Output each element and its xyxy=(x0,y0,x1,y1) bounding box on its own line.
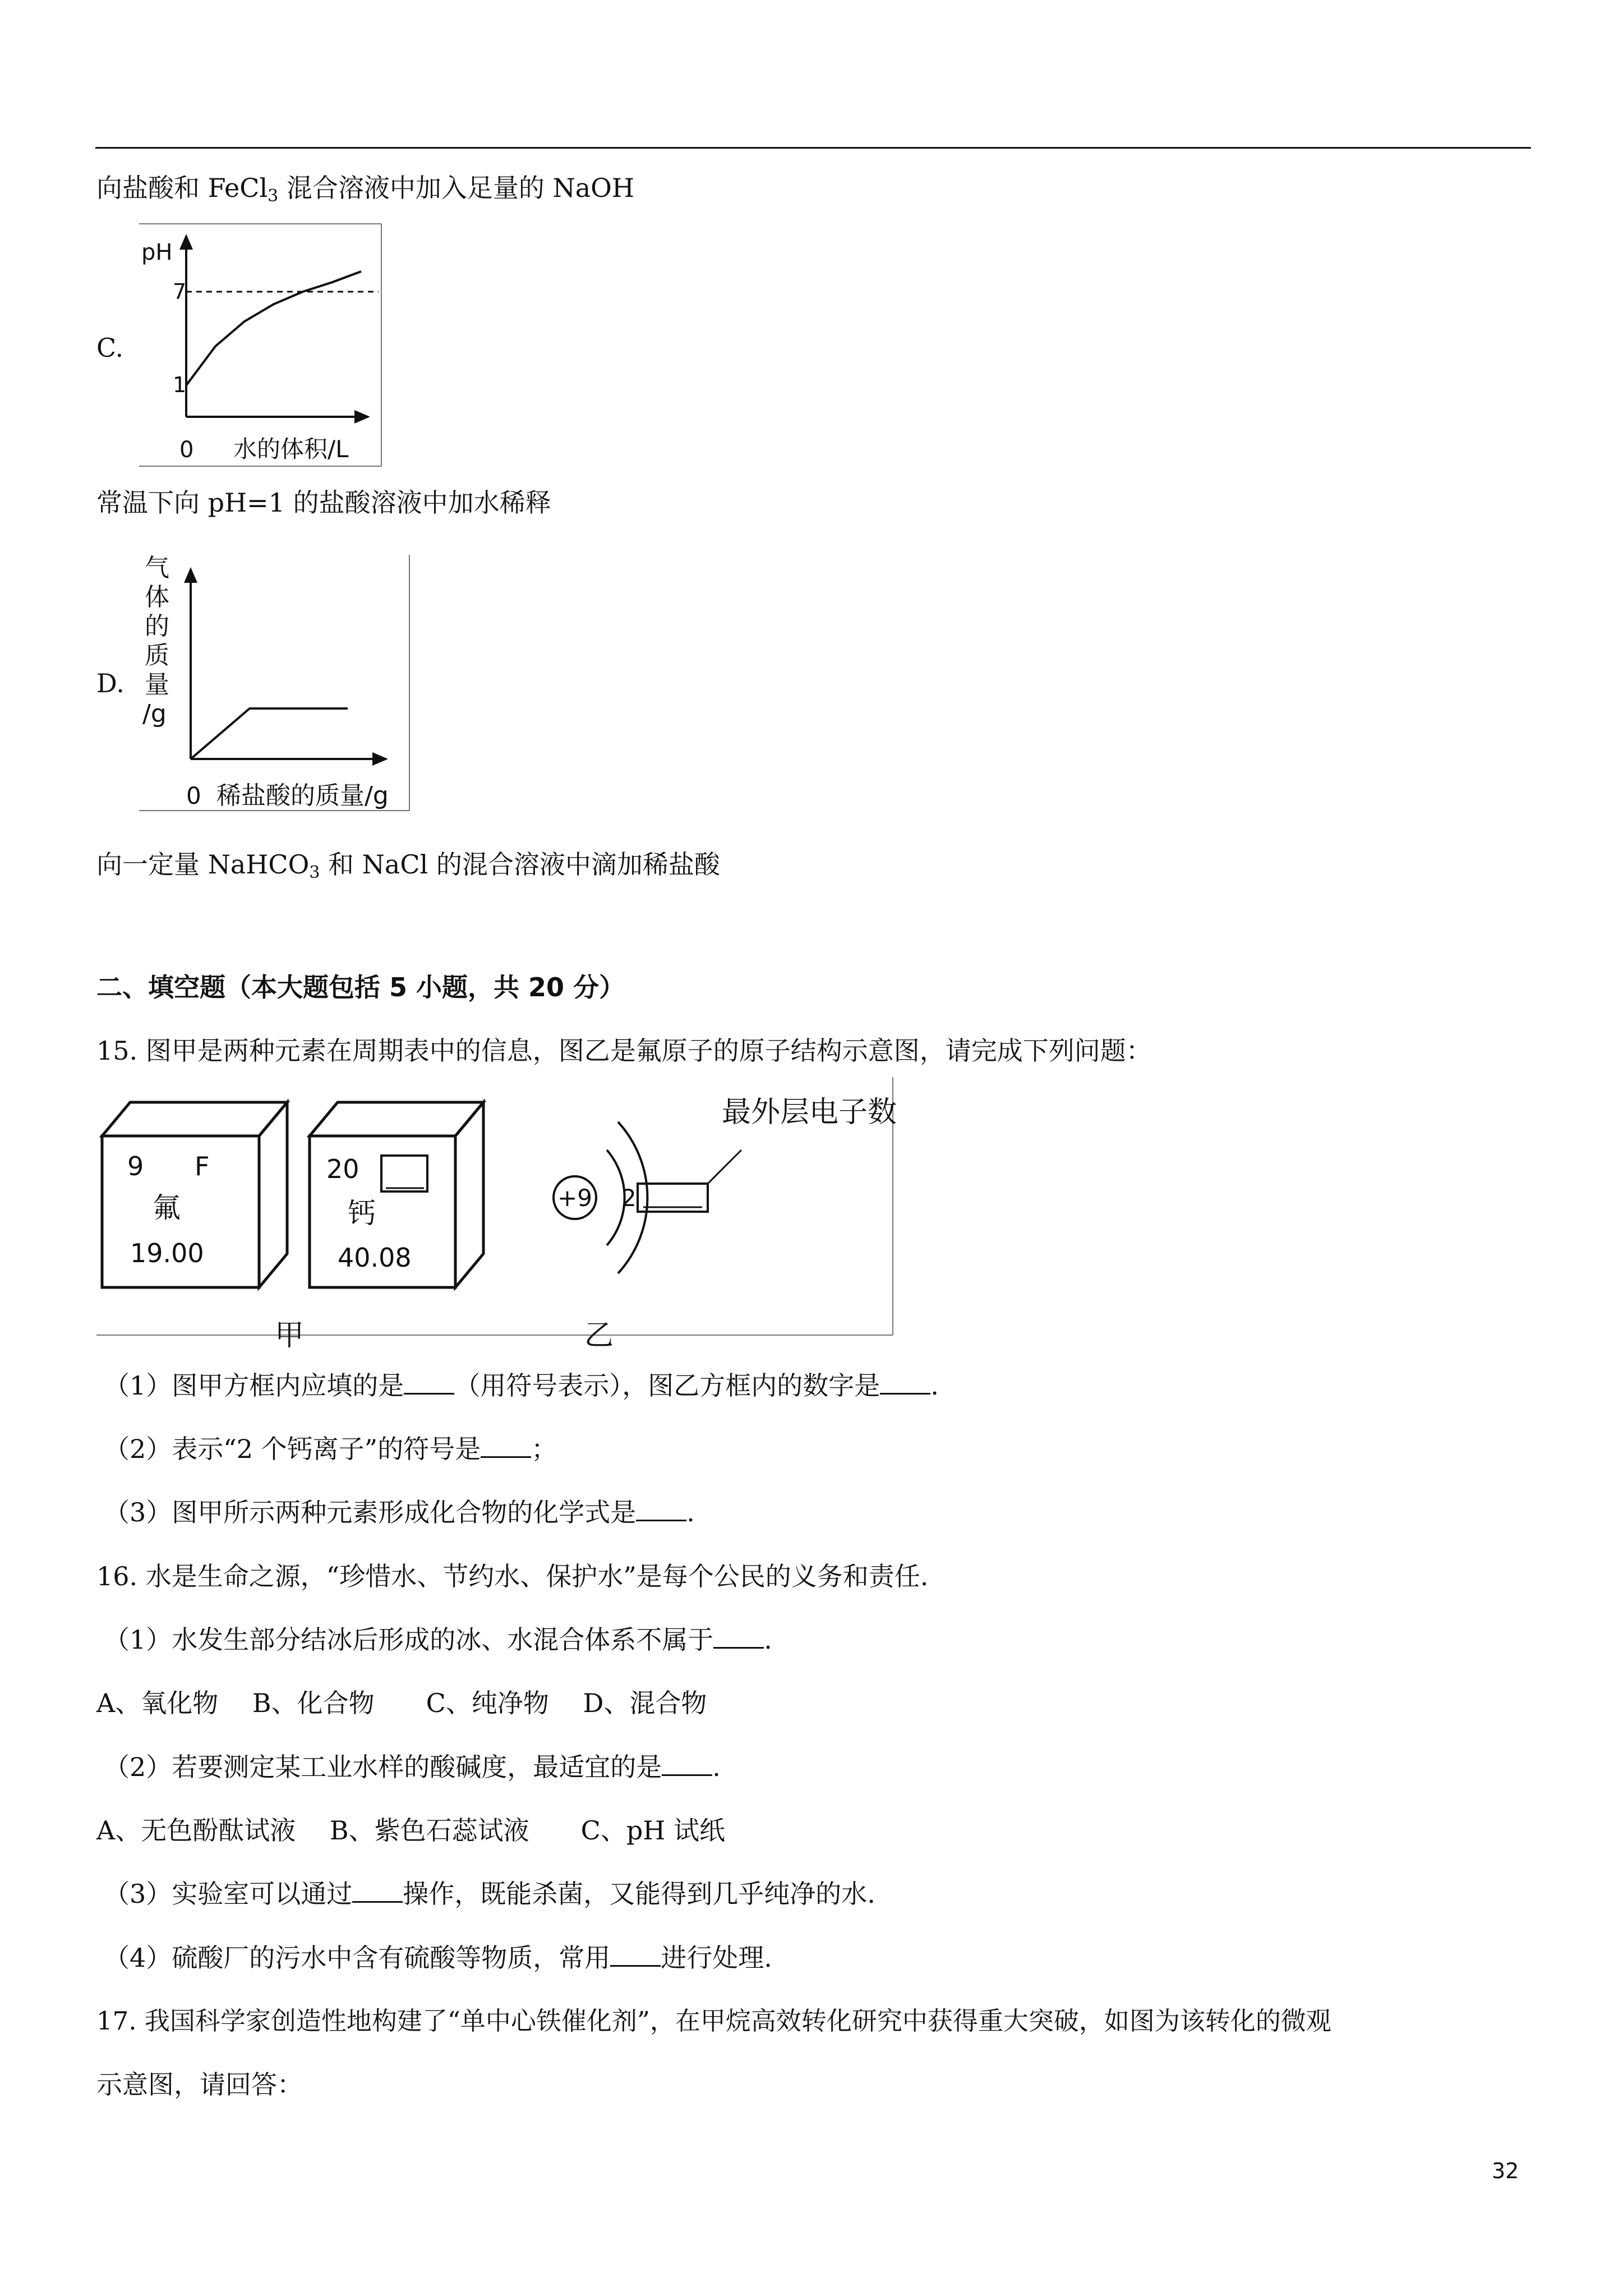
q15-figure xyxy=(96,1077,904,1380)
x-axis-arrow xyxy=(372,752,388,766)
series-line-ph xyxy=(186,272,361,385)
y-axis-label-char: 的 xyxy=(145,612,169,641)
y-axis-label-char: 气 xyxy=(145,554,169,582)
calcium-element-card xyxy=(310,1102,483,1287)
q16-part-3: （3）实验室可以通过 操作，既能杀菌，又能得到几乎纯净的水. xyxy=(104,1879,875,1909)
tick-label-7: 7 xyxy=(173,279,187,304)
y-axis-label: pH xyxy=(141,240,173,265)
ca-symbol-blank-box xyxy=(381,1156,427,1191)
option-c-caption: 常温下向 pH=1 的盐酸溶液中加水稀释 xyxy=(96,487,551,518)
q15-part-1: （1）图甲方框内应填的是 （用符号表示），图乙方框内的数字是 . xyxy=(104,1370,939,1401)
q16-part-2-options: A、无色酚酞试液 B、紫色石蕊试液 C、pH 试纸 xyxy=(96,1815,726,1846)
page-number: 32 xyxy=(1492,2159,1519,2183)
answer-blank[interactable] xyxy=(636,1497,686,1521)
x-axis-label: 稀盐酸的质量/g xyxy=(216,781,389,810)
q16-part-1-options: A、氧化物 B、化合物 C、纯净物 D、混合物 xyxy=(96,1688,707,1718)
header-rule xyxy=(95,147,1531,149)
y-axis-arrow xyxy=(184,567,197,583)
answer-blank[interactable] xyxy=(610,1943,661,1967)
q16-part-1: （1）水发生部分结冰后形成的冰、水混合体系不属于 . xyxy=(104,1625,772,1655)
section-title: 二、填空题（本大题包括 5 小题，共 20 分） xyxy=(96,972,625,1002)
option-d-letter: D. xyxy=(96,668,125,698)
option-d-chart xyxy=(135,553,415,827)
question-16-stem: 16. 水是生命之源，“珍惜水、节约水、保护水”是每个公民的义务和责任. xyxy=(96,1561,929,1591)
answer-blank[interactable] xyxy=(404,1370,454,1395)
f-atomic-number: 9 xyxy=(127,1151,144,1181)
answer-blank[interactable] xyxy=(662,1752,712,1776)
nucleus-charge: +9 xyxy=(557,1184,592,1212)
f-name: 氟 xyxy=(153,1191,181,1224)
x-axis-arrow xyxy=(354,410,370,424)
y-axis-label-char: 质 xyxy=(145,641,169,670)
ca-atomic-number: 20 xyxy=(326,1154,359,1184)
x-axis-label: 水的体积/L xyxy=(233,435,349,463)
outer-electron-label: 最外层电子数 xyxy=(722,1096,897,1129)
q16-part-4: （4）硫酸厂的污水中含有硫酸等物质，常用 进行处理. xyxy=(104,1943,772,1973)
answer-blank[interactable] xyxy=(352,1879,403,1903)
y-axis-label-char: 量 xyxy=(145,670,169,699)
answer-blank[interactable] xyxy=(481,1434,531,1458)
y-axis-arrow xyxy=(179,234,193,250)
answer-blank[interactable] xyxy=(713,1625,764,1649)
q16-part-2: （2）若要测定某工业水样的酸碱度，最适宜的是 . xyxy=(104,1752,721,1782)
label-pointer xyxy=(708,1150,741,1184)
option-c-chart xyxy=(135,222,393,468)
figure-label-jia: 甲 xyxy=(275,1319,305,1352)
question-15-stem: 15. 图甲是两种元素在周期表中的信息，图乙是氟原子的原子结构示意图，请完成下列问题： xyxy=(96,1036,1152,1066)
tick-label-1: 1 xyxy=(173,372,187,397)
option-c-letter: C. xyxy=(96,333,124,363)
ca-atomic-mass: 40.08 xyxy=(338,1243,412,1273)
figure-label-yi: 乙 xyxy=(584,1319,614,1352)
q15-part-2: （2）表示“2 个钙离子”的符号是 ； xyxy=(104,1434,557,1464)
series-line-gas xyxy=(191,708,348,759)
option-d-caption: 向一定量 NaHCO$_3$ 和 NaCl 的混合溶液中滴加稀盐酸 xyxy=(96,849,720,882)
q15-part-3: （3）图甲所示两种元素形成化合物的化学式是 . xyxy=(104,1497,695,1527)
option-b-caption: 向盐酸和 FeCl$_3$ 混合溶液中加入足量的 NaOH xyxy=(96,173,634,206)
question-17-line-2: 示意图，请回答： xyxy=(96,2069,303,2100)
answer-blank[interactable] xyxy=(880,1370,930,1395)
y-axis-label-char: 体 xyxy=(145,583,169,611)
y-axis-label xyxy=(142,554,169,728)
question-17-line-1: 17. 我国科学家创造性地构建了“单中心铁催化剂”，在甲烷高效转化研究中获得重大突破，如图为该转化的微观 xyxy=(96,2006,1331,2036)
origin-label: 0 xyxy=(186,782,201,809)
inner-shell-electrons: 2 xyxy=(621,1184,637,1212)
f-symbol: F xyxy=(195,1151,210,1181)
fluorine-atom-diagram xyxy=(554,1096,897,1273)
ca-name: 钙 xyxy=(348,1197,376,1230)
y-axis-label-char: /g xyxy=(142,700,167,728)
f-atomic-mass: 19.00 xyxy=(130,1238,204,1268)
fluorine-element-card xyxy=(102,1102,287,1287)
origin-label: 0 xyxy=(179,437,194,463)
